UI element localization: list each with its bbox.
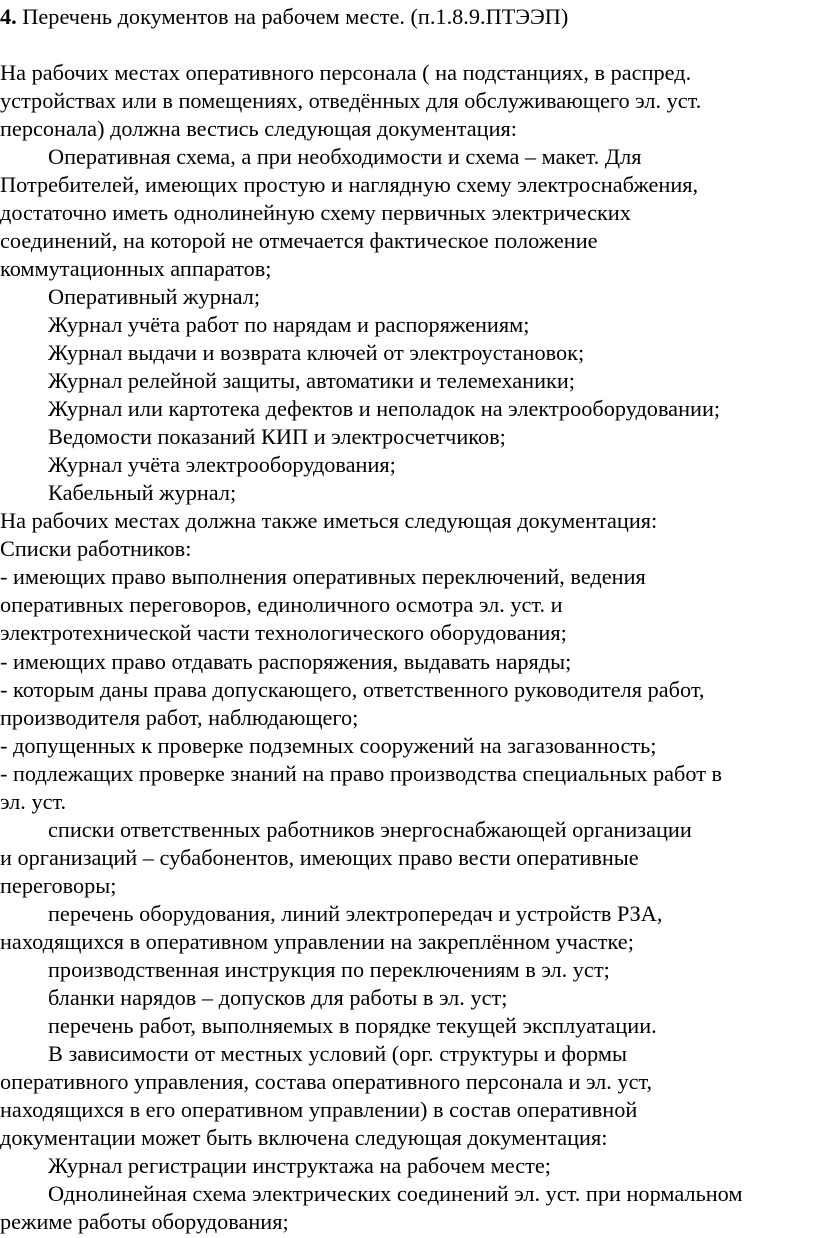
text-line: достаточно иметь однолинейную схему первичных электрических (0, 200, 631, 226)
list-item: Журнал релейной защиты, автоматики и телемеханики; (48, 368, 575, 394)
list-item: Кабельный журнал; (48, 480, 237, 506)
text-line: документации может быть включена следующая документация: (0, 1124, 608, 1150)
text-line: - имеющих право выполнения оперативных переключений, ведения (0, 564, 646, 590)
list-item: Журнал учёта электрооборудования; (48, 452, 396, 478)
text-line: На рабочих местах должна также иметься следующая документация: (0, 508, 658, 534)
text-line: находящихся в его оперативном управлении) в состав оперативной (0, 1096, 638, 1122)
text-line: перечень оборудования, линий электропередач и устройств РЗА, (48, 900, 663, 926)
list-item: Журнал учёта работ по нарядам и распоряжениям; (48, 312, 530, 338)
text-line: - допущенных к проверке подземных сооружений на загазованность; (0, 732, 657, 758)
text-line: электротехнической части технологического оборудования; (0, 620, 567, 646)
list-item: Ведомости показаний КИП и электросчетчиков; (48, 424, 506, 450)
text-line: персонала) должна вестись следующая документация: (0, 116, 517, 141)
text-line: соединений, на которой не отмечается фактическое положение (0, 228, 598, 254)
text-line: оперативного управления, состава оперативного персонала и эл. уст, (0, 1068, 653, 1094)
section-heading (0, 3, 568, 31)
text-line: На рабочих местах оперативного персонала ( на подстанциях, в распред. (0, 59, 692, 85)
text-line: Однолинейная схема электрических соединений эл. уст. при нормальном (48, 1180, 743, 1206)
text-line: переговоры; (0, 872, 117, 898)
text-line: Оперативная схема, а при необходимости и схема – макет. Для (48, 144, 642, 169)
text-line: коммутационных аппаратов; (0, 256, 272, 282)
list-item: Журнал регистрации инструктажа на рабочем месте; (48, 1152, 551, 1178)
text-line: находящихся в оперативном управлении на закреплённом участке; (0, 928, 634, 954)
text-line: эл. уст. (0, 788, 67, 814)
text-line: производителя работ, наблюдающего; (0, 704, 359, 730)
list-item: перечень работ, выполняемых в порядке текущей эксплуатации. (48, 1012, 657, 1038)
list-item: Журнал выдачи и возврата ключей от электроустановок; (48, 340, 585, 366)
list-item: бланки нарядов – допусков для работы в эл. уст; (48, 984, 508, 1010)
text-line: - подлежащих проверке знаний на право производства специальных работ в (0, 760, 723, 786)
text-line: Списки работников: (0, 536, 192, 562)
list-item: Оперативный журнал; (48, 284, 261, 310)
list-item: производственная инструкция по переключениям в эл. уст; (48, 956, 610, 982)
section-number: 4. (0, 3, 17, 29)
text-line: списки ответственных работников энергоснабжающей организации (48, 816, 692, 842)
section-title: Перечень документов на рабочем месте. (п.1.8.9.ПТЭЭП) (16, 3, 569, 29)
text-line: режиме работы оборудования; (0, 1209, 289, 1234)
text-line: - имеющих право отдавать распоряжения, выдавать наряды; (0, 648, 572, 674)
text-line: оперативных переговоров, единоличного осмотра эл. уст. и (0, 592, 563, 618)
list-item: Журнал или картотека дефектов и неполадок на электрооборудовании; (48, 396, 721, 422)
text-line: В зависимости от местных условий (орг. структуры и формы (48, 1040, 627, 1066)
text-line: и организаций – субабонентов, имеющих право вести оперативные (0, 844, 639, 870)
text-line: устройствах или в помещениях, отведённых для обслуживающего эл. уст. (0, 88, 702, 113)
text-line: - которым даны права допускающего, ответственного руководителя работ, (0, 676, 705, 702)
text-line: Потребителей, имеющих простую и наглядную схему электроснабжения, (0, 172, 699, 197)
